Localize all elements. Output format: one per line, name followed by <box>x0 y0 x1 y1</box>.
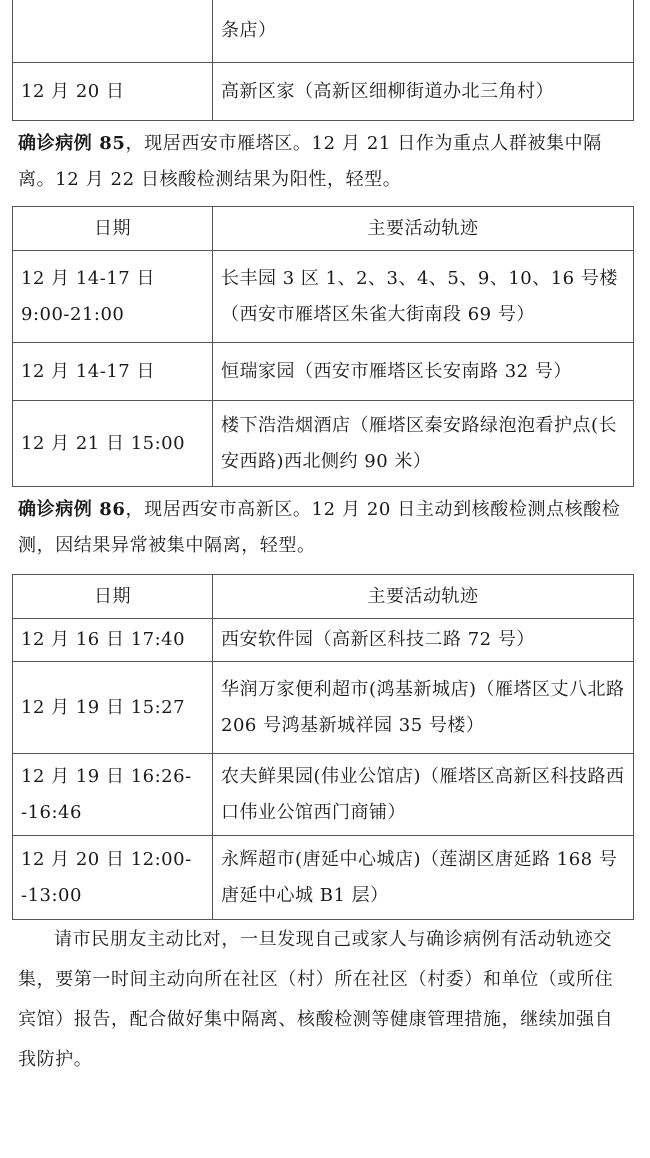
location-cell: 条店） <box>213 0 634 63</box>
public-notice: 请市民朋友主动比对，一旦发现自己或家人与确诊病例有活动轨迹交集，要第一时间主动向所在社区（村）所在社区（村委）和单位（或所住宾馆）报告，配合做好集中隔离、核酸检测等健康管理措施，继续加强自我防护。 <box>18 929 614 1070</box>
location-cell: 长丰园 3 区 1、2、3、4、5、9、10、16 号楼（西安市雁塔区朱雀大街南段 69 号） <box>213 251 634 343</box>
table-row <box>13 754 634 836</box>
case-86-description <box>18 492 634 564</box>
table-row <box>13 343 634 401</box>
case-86-label: 确诊病例 86 <box>18 499 126 520</box>
table-row <box>13 251 634 343</box>
table-row <box>13 836 634 920</box>
location-cell: 华润万家便利超市(鸿基新城店)（雁塔区丈八北路 206 号鸿基新城祥园 35 号楼） <box>213 662 634 754</box>
table-row <box>13 401 634 487</box>
table-row <box>13 0 634 63</box>
header-date: 日期 <box>13 207 213 251</box>
case-85-label: 确诊病例 85 <box>18 133 126 154</box>
header-date: 日期 <box>13 575 213 619</box>
case-86-text: ，现居西安市高新区。12 月 20 日主动到核酸检测点核酸检测，因结果异常被集中隔离，轻型。 <box>18 499 621 556</box>
date-cell: 12 月 14-17 日 <box>13 343 213 401</box>
date-cell <box>13 0 213 63</box>
table-row <box>13 662 634 754</box>
table-row <box>13 63 634 121</box>
table-row <box>13 619 634 662</box>
date-cell: 12 月 21 日 15:00 <box>13 401 213 487</box>
date-cell: 12 月 19 日 16:26--16:46 <box>13 754 213 836</box>
date-cell: 12 月 14-17 日 9:00-21:00 <box>13 251 213 343</box>
table-header-row <box>13 207 634 251</box>
case-85-table <box>12 206 634 487</box>
location-cell: 恒瑞家园（西安市雁塔区长安南路 32 号） <box>213 343 634 401</box>
date-cell: 12 月 20 日 <box>13 63 213 121</box>
case-86-table <box>12 574 634 920</box>
location-cell: 高新区家（高新区细柳街道办北三角村） <box>213 63 634 121</box>
location-cell: 永辉超市(唐延中心城店)（莲湖区唐延路 168 号唐延中心城 B1 层） <box>213 836 634 920</box>
location-cell: 西安软件园（高新区科技二路 72 号） <box>213 619 634 662</box>
case-85-text: ，现居西安市雁塔区。12 月 21 日作为重点人群被集中隔离。12 月 22 日核酸检测结果为阳性，轻型。 <box>18 133 602 190</box>
location-cell: 楼下浩浩烟酒店（雁塔区秦安路绿泡泡看护点(长安西路)西北侧约 90 米） <box>213 401 634 487</box>
table-header-row <box>13 575 634 619</box>
header-track: 主要活动轨迹 <box>213 207 634 251</box>
top-itinerary-table <box>12 0 634 121</box>
date-cell: 12 月 19 日 15:27 <box>13 662 213 754</box>
location-cell: 农夫鲜果园(伟业公馆店)（雁塔区高新区科技路西口伟业公馆西门商铺） <box>213 754 634 836</box>
date-cell: 12 月 20 日 12:00--13:00 <box>13 836 213 920</box>
date-cell: 12 月 16 日 17:40 <box>13 619 213 662</box>
case-85-description <box>18 126 634 198</box>
header-track: 主要活动轨迹 <box>213 575 634 619</box>
